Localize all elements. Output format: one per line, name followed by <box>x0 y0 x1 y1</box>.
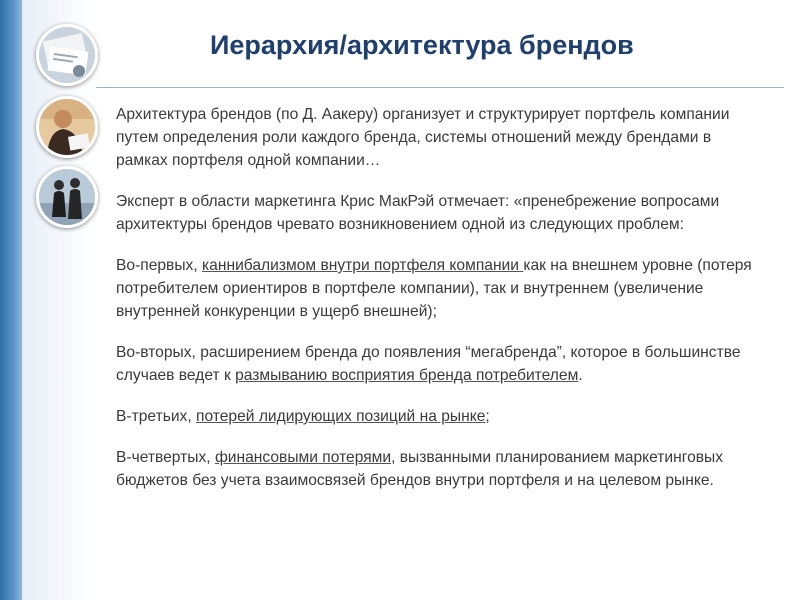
paragraph-lead: Во-первых, <box>116 257 203 274</box>
slide-body <box>116 103 766 510</box>
paragraph-rest: . <box>578 367 583 384</box>
title-divider <box>96 87 784 88</box>
paragraph-text: Эксперт в области маркетинга Крис МакРэй отмечает: «пренебрежение вопросами архитектуры брендов чревато возникновением одной из следующих проблем: <box>116 193 720 233</box>
paragraph-rest: , вызванными планированием маркетинговых бюджетов без учета взаимосвязей брендов внутри портфеля и на целевом рынке. <box>116 449 724 489</box>
paragraph-expert-quote <box>116 190 766 236</box>
underlined-term: финансовыми потерями <box>214 449 392 466</box>
underlined-term: каннибализмом внутри портфеля компании <box>202 257 524 274</box>
business-people-photo-icon <box>36 166 98 228</box>
paragraph-rest: как на внешнем уровне (потеря потребителем ориентиров в портфеле компании), так и внутреннем (увеличение внутренней конкуренции в ущерб внешней); <box>116 257 752 320</box>
paragraph-definition <box>116 103 766 172</box>
paragraph-rest: ; <box>485 408 490 425</box>
paragraph-fourth-problem <box>116 446 766 492</box>
slide-title: Иерархия/архитектура брендов <box>210 30 634 60</box>
paragraph-text: Архитектура брендов (по Д. Аакеру) организует и структурирует портфель компании путем определения роли каждого бренда, системы отношений между брендами в рамках портфеля одной компании… <box>116 106 730 169</box>
underlined-term: размыванию восприятия бренда потребителем <box>235 367 579 384</box>
paragraph-first-problem <box>116 254 766 323</box>
paragraph-lead: В-четвертых, <box>116 449 215 466</box>
paragraph-lead: В-третьих, <box>116 408 197 425</box>
sidebar-gradient <box>22 0 92 600</box>
businessman-photo-icon <box>36 96 98 158</box>
sidebar-stripe <box>0 0 22 600</box>
paragraph-lead: Во-вторых, расширением бренда до появления “мегабренда”, которое в большинстве случаев ведет к <box>116 344 741 384</box>
paragraph-second-problem <box>116 341 766 387</box>
paragraph-third-problem <box>116 405 766 428</box>
underlined-term: потерей лидирующих позиций на рынке <box>196 408 486 425</box>
documents-photo-icon <box>36 24 98 86</box>
